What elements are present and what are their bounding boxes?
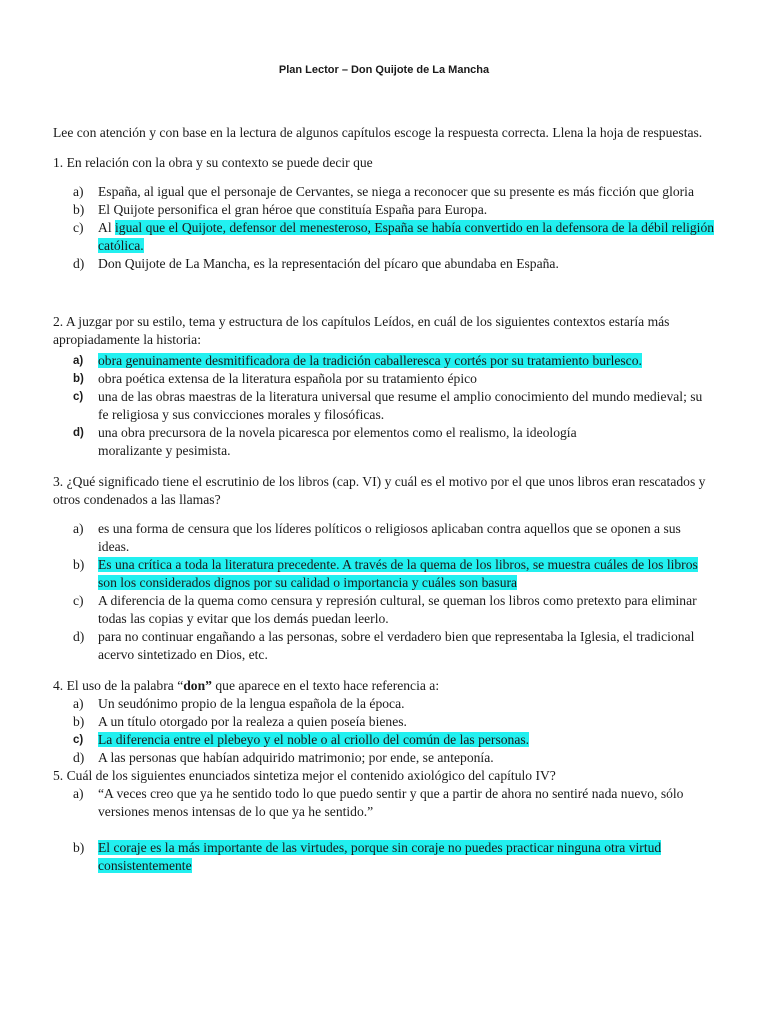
question-text-end: que aparece en el texto hace referencia a: bbox=[211, 678, 440, 693]
option-list bbox=[53, 183, 715, 273]
option-text: para no continuar engañando a las personas, sobre el verdadero bien que representaba la Iglesia, el tradicional acervo sintetizado en Dios, etc. bbox=[98, 629, 695, 662]
option-letter: b) bbox=[73, 202, 85, 217]
question-keyword: don” bbox=[183, 678, 212, 693]
option-letter: d) bbox=[73, 256, 85, 271]
option-d bbox=[53, 255, 715, 273]
option-b bbox=[53, 370, 715, 388]
option-c bbox=[53, 388, 715, 424]
question-3 bbox=[53, 473, 715, 664]
option-d bbox=[53, 628, 715, 664]
instructions: Lee con atención y con base en la lectura de algunos capítulos escoge la respuesta correcta. Llena la hoja de respuestas. bbox=[53, 125, 703, 140]
page-title: Plan Lector – Don Quijote de La Mancha bbox=[278, 64, 490, 76]
question-5 bbox=[53, 767, 715, 875]
option-letter: a) bbox=[73, 521, 84, 536]
option-c bbox=[53, 592, 715, 628]
option-text: es una forma de censura que los líderes políticos o religiosos aplicaban contra aquellos que se oponen a sus ideas. bbox=[98, 521, 681, 554]
question-text bbox=[53, 677, 715, 695]
option-letter: b) bbox=[73, 840, 85, 855]
highlighted-answer: igual que el Quijote, defensor del menesteroso, España se había convertido en la defensora de la débil religión católica. bbox=[98, 220, 715, 253]
question-text: 2. A juzgar por su estilo, tema y estructura de los capítulos Leídos, en cuál de los siguientes contextos estaría más apropiadamente la historia: bbox=[53, 314, 670, 347]
option-letter: a) bbox=[73, 355, 84, 367]
option-text: obra poética extensa de la literatura española por su tratamiento épico bbox=[98, 371, 477, 386]
option-text: Un seudónimo propio de la lengua española de la época. bbox=[98, 696, 405, 711]
option-letter: a) bbox=[73, 786, 84, 801]
option-a bbox=[53, 785, 715, 821]
question-4 bbox=[53, 677, 715, 767]
option-letter: d) bbox=[73, 427, 84, 439]
option-a bbox=[53, 352, 715, 370]
option-letter: c) bbox=[73, 391, 84, 403]
option-list bbox=[53, 695, 715, 767]
question-text-start: 4. El uso de la palabra “ bbox=[53, 678, 184, 693]
option-list bbox=[53, 520, 715, 664]
option-letter: b) bbox=[73, 373, 84, 385]
highlighted-answer: Es una crítica a toda la literatura precedente. A través de la quema de los libros, se muestra cuáles de los libros son los considerados dignos por su calidad o importancia y cuáles son basura bbox=[98, 557, 698, 590]
option-c bbox=[53, 731, 715, 749]
option-d bbox=[53, 749, 715, 767]
question-text: 3. ¿Qué significado tiene el escrutinio de los libros (cap. VI) y cuál es el motivo por el que unos libros eran rescatados y otros condenados a las llamas? bbox=[53, 474, 706, 507]
option-list bbox=[53, 785, 715, 875]
option-b bbox=[53, 839, 715, 875]
question-2 bbox=[53, 313, 715, 460]
option-letter: a) bbox=[73, 184, 84, 199]
question-text: 5. Cuál de los siguientes enunciados sintetiza mejor el contenido axiológico del capítulo IV? bbox=[53, 768, 556, 783]
option-text: A diferencia de la quema como censura y represión cultural, se queman los libros como pretexto para eliminar todas las copias y evitar que los demás puedan leerlo. bbox=[98, 593, 697, 626]
option-b bbox=[53, 713, 715, 731]
option-a bbox=[53, 520, 715, 556]
highlighted-answer: obra genuinamente desmitificadora de la tradición caballeresca y cortés por su tratamiento burlesco. bbox=[98, 353, 642, 368]
option-text: El Quijote personifica el gran héroe que constituía España para Europa. bbox=[98, 202, 488, 217]
option-text: “A veces creo que ya he sentido todo lo que puedo sentir y que a partir de ahora no sentiré nada nuevo, sólo versiones menos intensas de lo que ya he sentido.” bbox=[98, 786, 684, 819]
option-letter: c) bbox=[73, 734, 84, 746]
option-b bbox=[53, 556, 715, 592]
option-text: A las personas que habían adquirido matrimonio; por ende, se anteponía. bbox=[98, 750, 494, 765]
option-list bbox=[53, 352, 715, 460]
question-1 bbox=[53, 154, 715, 273]
option-letter: a) bbox=[73, 696, 84, 711]
highlighted-answer: El coraje es la más importante de las virtudes, porque sin coraje no puedes practicar ninguna otra virtud consistentemente bbox=[98, 840, 662, 873]
option-d bbox=[53, 424, 715, 460]
option-letter: d) bbox=[73, 629, 85, 644]
option-c bbox=[53, 219, 715, 255]
option-letter: c) bbox=[73, 220, 84, 235]
highlighted-answer: La diferencia entre el plebeyo y el noble o al criollo del común de las personas. bbox=[98, 732, 530, 747]
option-prefix: Al bbox=[98, 220, 115, 235]
document-body bbox=[53, 124, 715, 875]
option-text: A un título otorgado por la realeza a quien poseía bienes. bbox=[98, 714, 407, 729]
option-a bbox=[53, 695, 715, 713]
question-text: 1. En relación con la obra y su contexto se puede decir que bbox=[53, 155, 373, 170]
option-text: una obra precursora de la novela picaresca por elementos como el realismo, la ideología moralizante y pesimista. bbox=[98, 425, 577, 458]
option-text: España, al igual que el personaje de Cervantes, se niega a reconocer que su presente es más ficción que gloria bbox=[98, 184, 694, 199]
option-text: Don Quijote de La Mancha, es la representación del pícaro que abundaba en España. bbox=[98, 256, 559, 271]
option-a bbox=[53, 183, 715, 201]
option-text: una de las obras maestras de la literatura universal que resume el amplio conocimiento del mundo medieval; su fe religiosa y sus convicciones morales y filosóficas. bbox=[98, 389, 703, 422]
option-letter: b) bbox=[73, 714, 85, 729]
option-letter: c) bbox=[73, 593, 84, 608]
option-b bbox=[53, 201, 715, 219]
option-letter: d) bbox=[73, 750, 85, 765]
option-letter: b) bbox=[73, 557, 85, 572]
